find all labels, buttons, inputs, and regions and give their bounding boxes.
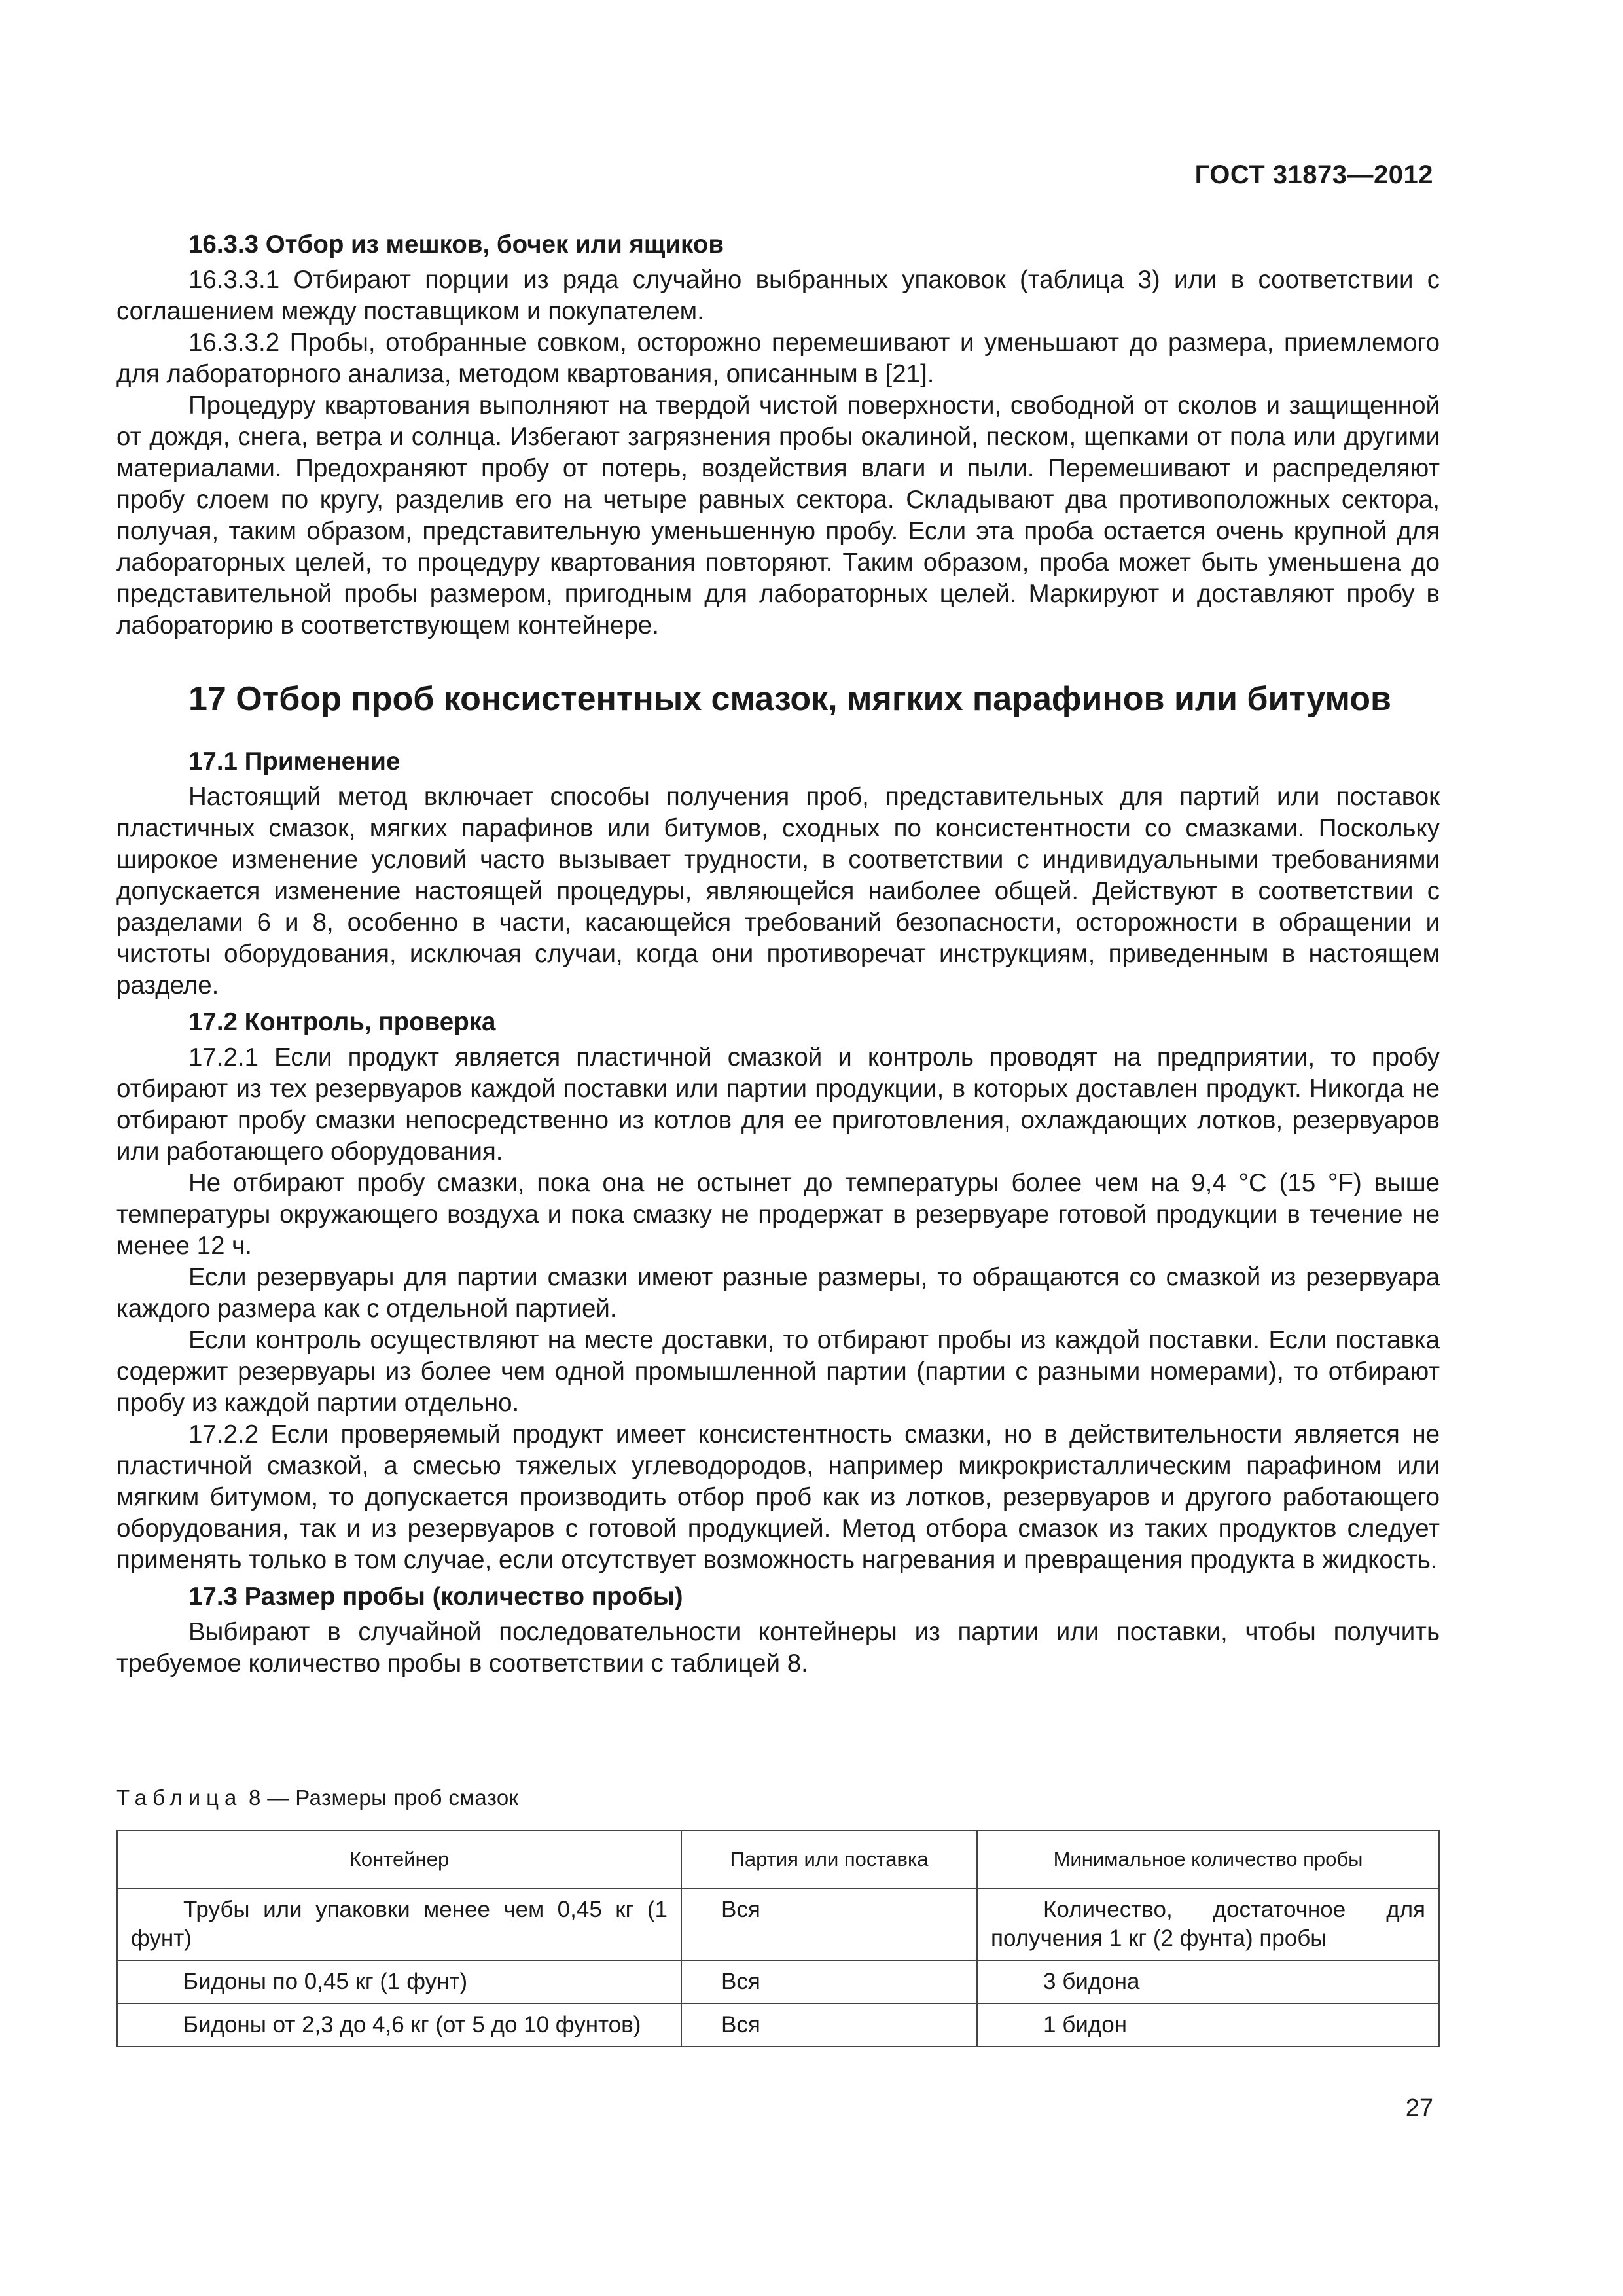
table-cell: Количество, достаточное для получения 1 кг (2 фунта) пробы xyxy=(977,1888,1439,1960)
section-17-title: 17 Отбор проб консистентных смазок, мягких парафинов или битумов xyxy=(188,680,1391,718)
sample-size-table xyxy=(116,1830,1440,2047)
table-cell: Бидоны по 0,45 кг (1 фунт) xyxy=(117,1960,681,2003)
column-header-container: Контейнер xyxy=(117,1831,681,1888)
table-cell: Вся xyxy=(681,2003,977,2047)
paragraph: 16.3.3.1 Отбирают порции из ряда случайно выбранных упаковок (таблица 3) или в соответствии с соглашением между поставщиком и покупателем. xyxy=(116,266,1440,325)
document-header-standard: ГОСТ 31873—2012 xyxy=(1194,160,1433,189)
table-cell: Бидоны от 2,3 до 4,6 кг (от 5 до 10 фунтов) xyxy=(117,2003,681,2047)
table-row xyxy=(117,1960,1439,2003)
table-cell: 1 бидон xyxy=(977,2003,1439,2047)
table-row xyxy=(117,1888,1439,1960)
paragraph: 16.3.3.2 Пробы, отобранные совком, осторожно перемешивают и уменьшают до размера, приемлемого для лабораторного анализа, методом квартования, описанным в [21]. xyxy=(116,329,1440,388)
table-cell: Вся xyxy=(681,1888,977,1960)
table-header-row xyxy=(117,1831,1439,1888)
table-row xyxy=(117,2003,1439,2047)
paragraph: Если резервуары для партии смазки имеют разные размеры, то обращаются со смазкой из резервуара каждого размера как с отдельной партией. xyxy=(116,1263,1440,1323)
paragraph: Процедуру квартования выполняют на твердой чистой поверхности, свободной от сколов и защищенной от дождя, снега, ветра и солнца. Избегают загрязнения пробы окалиной, песком, щепками от пола или другими материалами. Предохраняют пробу от потерь, воздействия влаги и пыли. Перемешивают и распределяют пробу слоем по кругу, разделив его на четыре равных сектора. Складывают два противоположных сектора, получая, таким образом, представительную уменьшенную пробу. Если эта проба остается очень крупной для лабораторных целей, то процедуру квартования повторяют. Таким образом, проба может быть уменьшена до представительной пробы размером, пригодным для лабораторных целей. Маркируют и доставляют пробу в лабораторию в соответствующем контейнере. xyxy=(116,391,1440,639)
table-caption-label: Таблица xyxy=(116,1785,243,1810)
table-cell: 3 бидона xyxy=(977,1960,1439,2003)
table-caption xyxy=(116,1785,519,1810)
paragraph: Если контроль осуществляют на месте доставки, то отбирают пробы из каждой поставки. Если поставка содержит резервуары из более чем одной промышленной партии (партии с разными номерами), то отбирают пробу из каждой партии отдельно. xyxy=(116,1326,1440,1417)
paragraph: 17.2.2 Если проверяемый продукт имеет консистентность смазки, но в действительности является не пластичной смазкой, а смесью тяжелых углеводородов, например микрокристаллическим парафином или мягким битумом, то допускается производить отбор проб как из лотков, резервуаров и другого работающего оборудования, так и из резервуаров с готовой продукцией. Метод отбора смазок из таких продуктов следует применять только в том случае, если отсутствует возможность нагревания и превращения продукта в жидкость. xyxy=(116,1420,1440,1574)
section-16-3-3-title: 16.3.3 Отбор из мешков, бочек или ящиков xyxy=(188,230,724,259)
paragraph: Настоящий метод включает способы получения проб, представительных для партий или поставок пластичных смазок, мягких парафинов или битумов, сходных по консистентности со смазками. Поскольку широкое изменение условий часто вызывает трудности, в соответствии с индивидуальными требованиями допускается изменение настоящей процедуры, являющейся наиболее общей. Действуют в соответствии с разделами 6 и 8, особенно в части, касающейся требований безопасности, осторожности в обращении и чистоты оборудования, исключая случаи, когда они противоречат инструкциям, приведенным в настоящем разделе. xyxy=(116,783,1440,999)
table-cell: Трубы или упаковки менее чем 0,45 кг (1 фунт) xyxy=(117,1888,681,1960)
paragraph: 17.2.1 Если продукт является пластичной смазкой и контроль проводят на предприятии, то пробу отбирают из тех резервуаров каждой поставки или партии продукции, в которых доставлен продукт. Никогда не отбирают пробу смазки непосредственно из котлов для ее приготовления, охлаждающих лотков, резервуаров или работающего оборудования. xyxy=(116,1043,1440,1166)
section-17-1-title: 17.1 Применение xyxy=(188,747,401,776)
paragraph: Выбирают в случайной последовательности контейнеры из партии или поставки, чтобы получить требуемое количество пробы в соответствии с таблицей 8. xyxy=(116,1618,1440,1677)
main-content xyxy=(116,229,1440,1679)
table-caption-text: 8 — Размеры проб смазок xyxy=(242,1785,519,1810)
section-17-2-title: 17.2 Контроль, проверка xyxy=(188,1008,496,1036)
page-number: 27 xyxy=(1405,2094,1433,2122)
column-header-lot: Партия или поставка xyxy=(681,1831,977,1888)
section-17-3-title: 17.3 Размер пробы (количество пробы) xyxy=(188,1583,683,1611)
column-header-min-quantity: Минимальное количество пробы xyxy=(977,1831,1439,1888)
table-cell: Вся xyxy=(681,1960,977,2003)
paragraph: Не отбирают пробу смазки, пока она не остынет до температуры более чем на 9,4 °С (15 °F) выше температуры окружающего воздуха и пока смазку не продержат в резервуаре готовой продукции в течение не менее 12 ч. xyxy=(116,1169,1440,1260)
